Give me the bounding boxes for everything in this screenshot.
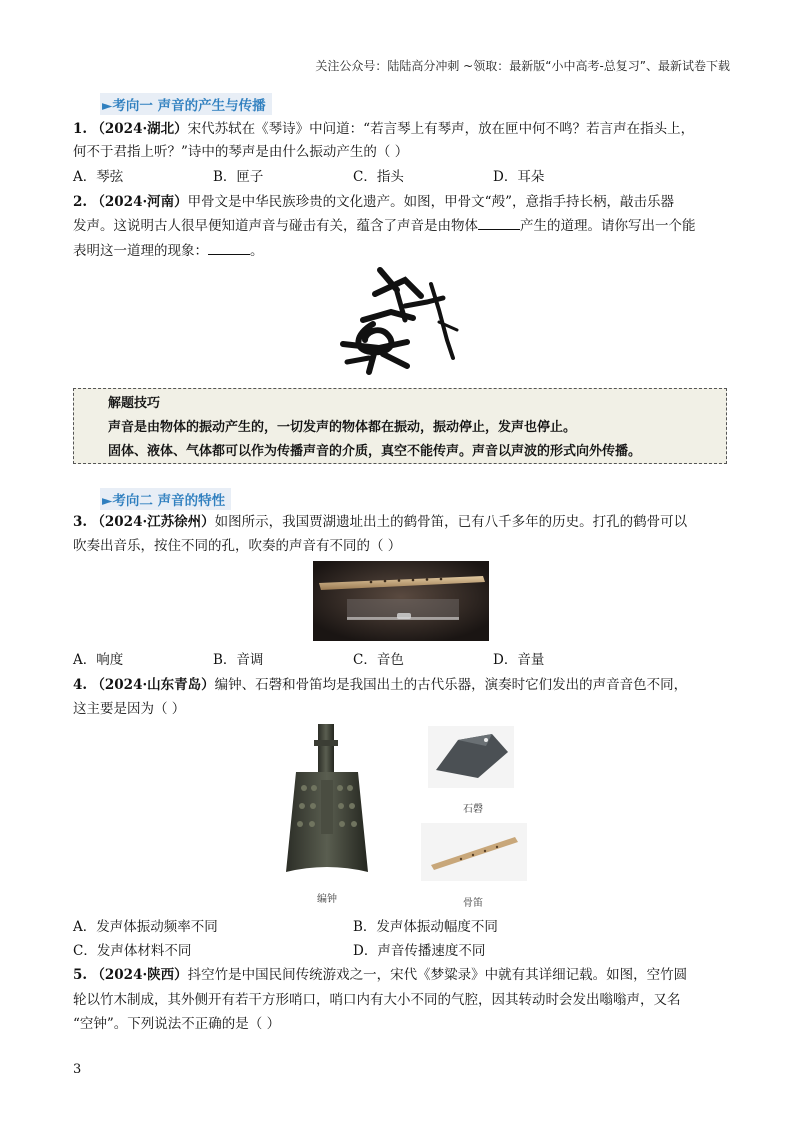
- page-number: 3: [73, 1062, 82, 1077]
- caption-stone-chime: 石磬: [463, 804, 483, 815]
- problem-solving-tips-box: [73, 388, 727, 464]
- question-1-line-1: 1. （2024·湖北）宋代苏轼在《琴诗》中问道：“若言琴上有琴声，放在匣中何不鸣？若言声在指头上，: [73, 121, 695, 137]
- question-5-line-3: “空钟”。下列说法不正确的是（ ）: [73, 1016, 281, 1032]
- oracle-bone-character-image: [335, 262, 465, 382]
- q4-option-d[interactable]: D．声音传播速度不同: [353, 943, 486, 959]
- question-2-line-1: 2. （2024·河南）甲骨文是中华民族珍贵的文化遗产。如图，甲骨文“殸”，意指手持长柄，敲击乐器: [73, 194, 674, 210]
- q4-option-a[interactable]: A．发声体振动频率不同: [73, 919, 218, 935]
- tips-title: 解题技巧: [108, 396, 161, 411]
- q3-option-d[interactable]: D．音量: [493, 652, 545, 668]
- q3-option-b[interactable]: B．音调: [213, 652, 264, 668]
- question-3-line-2: 吹奏出音乐，按住不同的孔，吹奏的声音有不同的（ ）: [73, 538, 402, 554]
- section-title-1: ►考向一 声音的产生与传播: [100, 93, 272, 115]
- bone-flute-photo: [313, 561, 489, 641]
- section-title-2: ►考向二 声音的特性: [100, 488, 231, 510]
- bronze-bell-photo: [280, 722, 374, 882]
- question-2-line-3: 表明这一道理的现象： 。: [73, 240, 264, 262]
- question-4-line-1: 4. （2024·山东青岛）编钟、石磬和骨笛均是我国出土的古代乐器，演奏时它们发出的声音音色不同，: [73, 677, 688, 693]
- page-header: 关注公众号：陆陆高分冲刺 ~领取：最新版“小中高考-总复习”、最新试卷下载: [315, 59, 730, 73]
- tips-line-2: 固体、液体、气体都可以作为传播声音的介质，真空不能传声。声音以声波的形式向外传播。: [108, 444, 642, 459]
- q4-option-c[interactable]: C．发声体材料不同: [73, 943, 192, 959]
- q1-option-d[interactable]: D．耳朵: [493, 169, 545, 185]
- question-1-line-2: 何不于君指上听？”诗中的琴声是由什么振动产生的（ ）: [73, 144, 409, 160]
- q1-option-b[interactable]: B．匣子: [213, 169, 264, 185]
- q1-option-c[interactable]: C．指头: [353, 169, 404, 185]
- question-5-line-1: 5. （2024·陕西）抖空竹是中国民间传统游戏之一，宋代《梦粱录》中就有其详细记载。如图，空竹圆: [73, 967, 688, 983]
- tips-line-1: 声音是由物体的振动产生的，一切发声的物体都在振动，振动停止，发声也停止。: [108, 420, 577, 435]
- answer-blank-2[interactable]: [208, 240, 250, 255]
- question-2-line-2: 发声。这说明古人很早便知道声音与碰击有关，蕴含了声音是由物体 产生的道理。请你写出一个能: [73, 215, 696, 237]
- stone-chime-photo: [428, 726, 514, 788]
- question-3-line-1: 3. （2024·江苏徐州）如图所示，我国贾湖遗址出土的鹤骨笛，已有八千多年的历史。打孔的鹤骨可以: [73, 514, 688, 530]
- caption-bell: 编钟: [317, 894, 337, 905]
- question-4-line-2: 这主要是因为（ ）: [73, 701, 186, 717]
- q3-option-a[interactable]: A．响度: [73, 652, 124, 668]
- q4-option-b[interactable]: B．发声体振动幅度不同: [353, 919, 498, 935]
- bone-flute-small-photo: [421, 823, 527, 881]
- q3-option-c[interactable]: C．音色: [353, 652, 404, 668]
- answer-blank-1[interactable]: [478, 215, 520, 230]
- question-5-line-2: 轮以竹木制成，其外侧开有若干方形哨口，哨口内有大小不同的气腔，因其转动时会发出嗡嗡声，又名: [73, 992, 681, 1008]
- caption-bone-flute: 骨笛: [463, 898, 483, 909]
- q1-option-a[interactable]: A．琴弦: [73, 169, 124, 185]
